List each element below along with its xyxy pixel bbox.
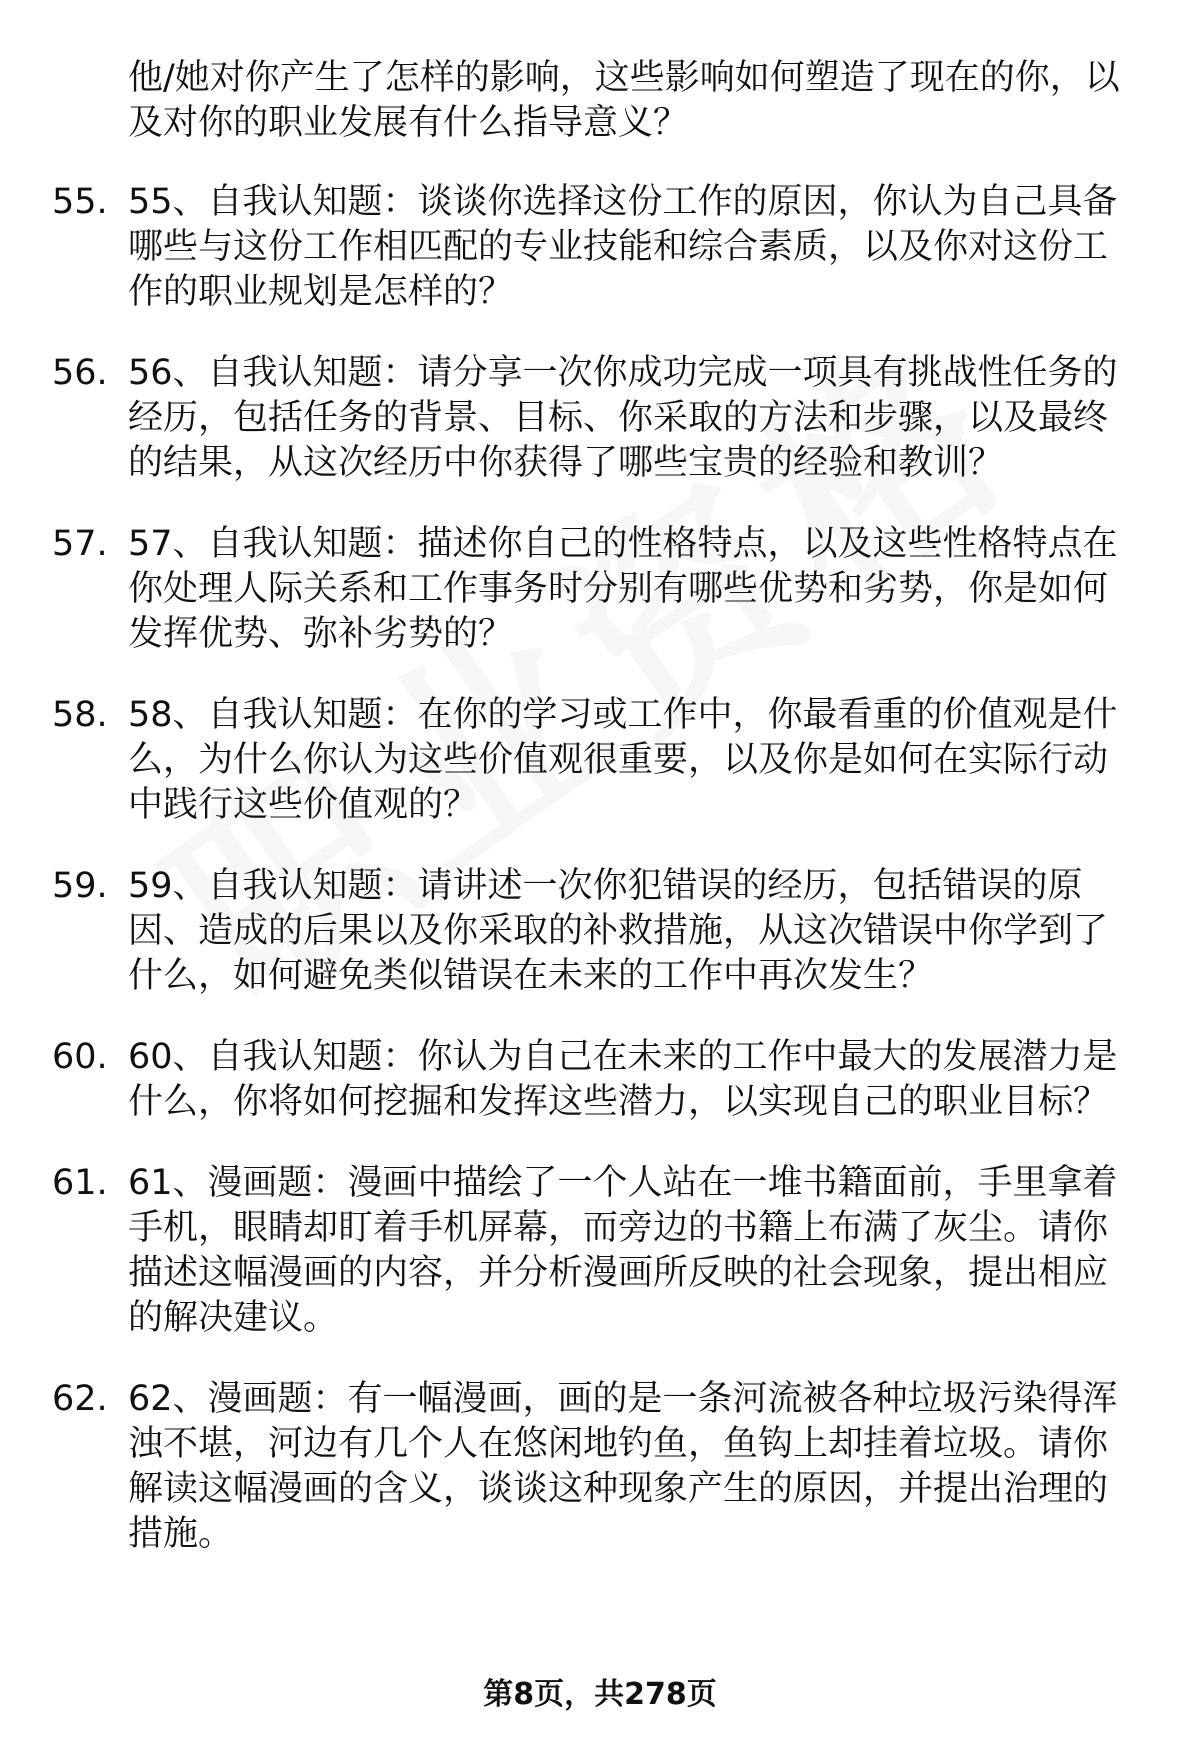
page-content	[0, 56, 1200, 1593]
question-list	[0, 180, 1200, 1557]
list-number: 62.	[52, 1379, 108, 1419]
list-item-55	[0, 180, 1200, 315]
list-number: 56.	[52, 353, 108, 393]
lead-paragraph: 他/她对你产生了怎样的影响，这些影响如何塑造了现在的你，以及对你的职业发展有什么指导意义？	[128, 58, 1120, 143]
list-text: 58、自我认知题：在你的学习或工作中，你最看重的价值观是什么，为什么你认为这些价值观很重要，以及你是如何在实际行动中践行这些价值观的？	[128, 695, 1118, 825]
list-item-59	[0, 864, 1200, 999]
list-number: 61.	[52, 1163, 108, 1203]
list-text: 57、自我认知题：描述你自己的性格特点，以及这些性格特点在你处理人际关系和工作事务时分别有哪些优势和劣势，你是如何发挥优势、弥补劣势的？	[128, 524, 1118, 654]
list-item-57	[0, 522, 1200, 657]
page-footer: 第8页，共278页	[483, 1677, 717, 1712]
list-item-56	[0, 351, 1200, 486]
list-text: 60、自我认知题：你认为自己在未来的工作中最大的发展潜力是什么，你将如何挖掘和发挥这些潜力，以实现自己的职业目标？	[128, 1037, 1118, 1122]
list-text: 56、自我认知题：请分享一次你成功完成一项具有挑战性任务的经历，包括任务的背景、目标、你采取的方法和步骤，以及最终的结果，从这次经历中你获得了哪些宝贵的经验和教训？	[128, 353, 1118, 483]
list-item-58	[0, 693, 1200, 828]
list-item-62	[0, 1377, 1200, 1557]
list-number: 55.	[52, 182, 108, 222]
list-number: 57.	[52, 524, 108, 564]
list-text: 61、漫画题：漫画中描绘了一个人站在一堆书籍面前，手里拿着手机，眼睛却盯着手机屏幕，而旁边的书籍上布满了灰尘。请你描述这幅漫画的内容，并分析漫画所反映的社会现象，提出相应的解决建议。	[128, 1163, 1118, 1338]
list-text: 59、自我认知题：请讲述一次你犯错误的经历，包括错误的原因、造成的后果以及你采取的补救措施，从这次错误中你学到了什么，如何避免类似错误在未来的工作中再次发生？	[128, 866, 1109, 996]
list-number: 59.	[52, 866, 108, 906]
list-item-61	[0, 1161, 1200, 1341]
list-number: 60.	[52, 1037, 108, 1077]
list-item-60	[0, 1035, 1200, 1125]
list-text: 62、漫画题：有一幅漫画，画的是一条河流被各种垃圾污染得浑浊不堪，河边有几个人在悠闲地钓鱼，鱼钩上却挂着垃圾。请你解读这幅漫画的含义，谈谈这种现象产生的原因，并提出治理的措施。	[128, 1379, 1118, 1554]
list-text: 55、自我认知题：谈谈你选择这份工作的原因，你认为自己具备哪些与这份工作相匹配的专业技能和综合素质，以及你对这份工作的职业规划是怎样的？	[128, 182, 1118, 312]
list-number: 58.	[52, 695, 108, 735]
